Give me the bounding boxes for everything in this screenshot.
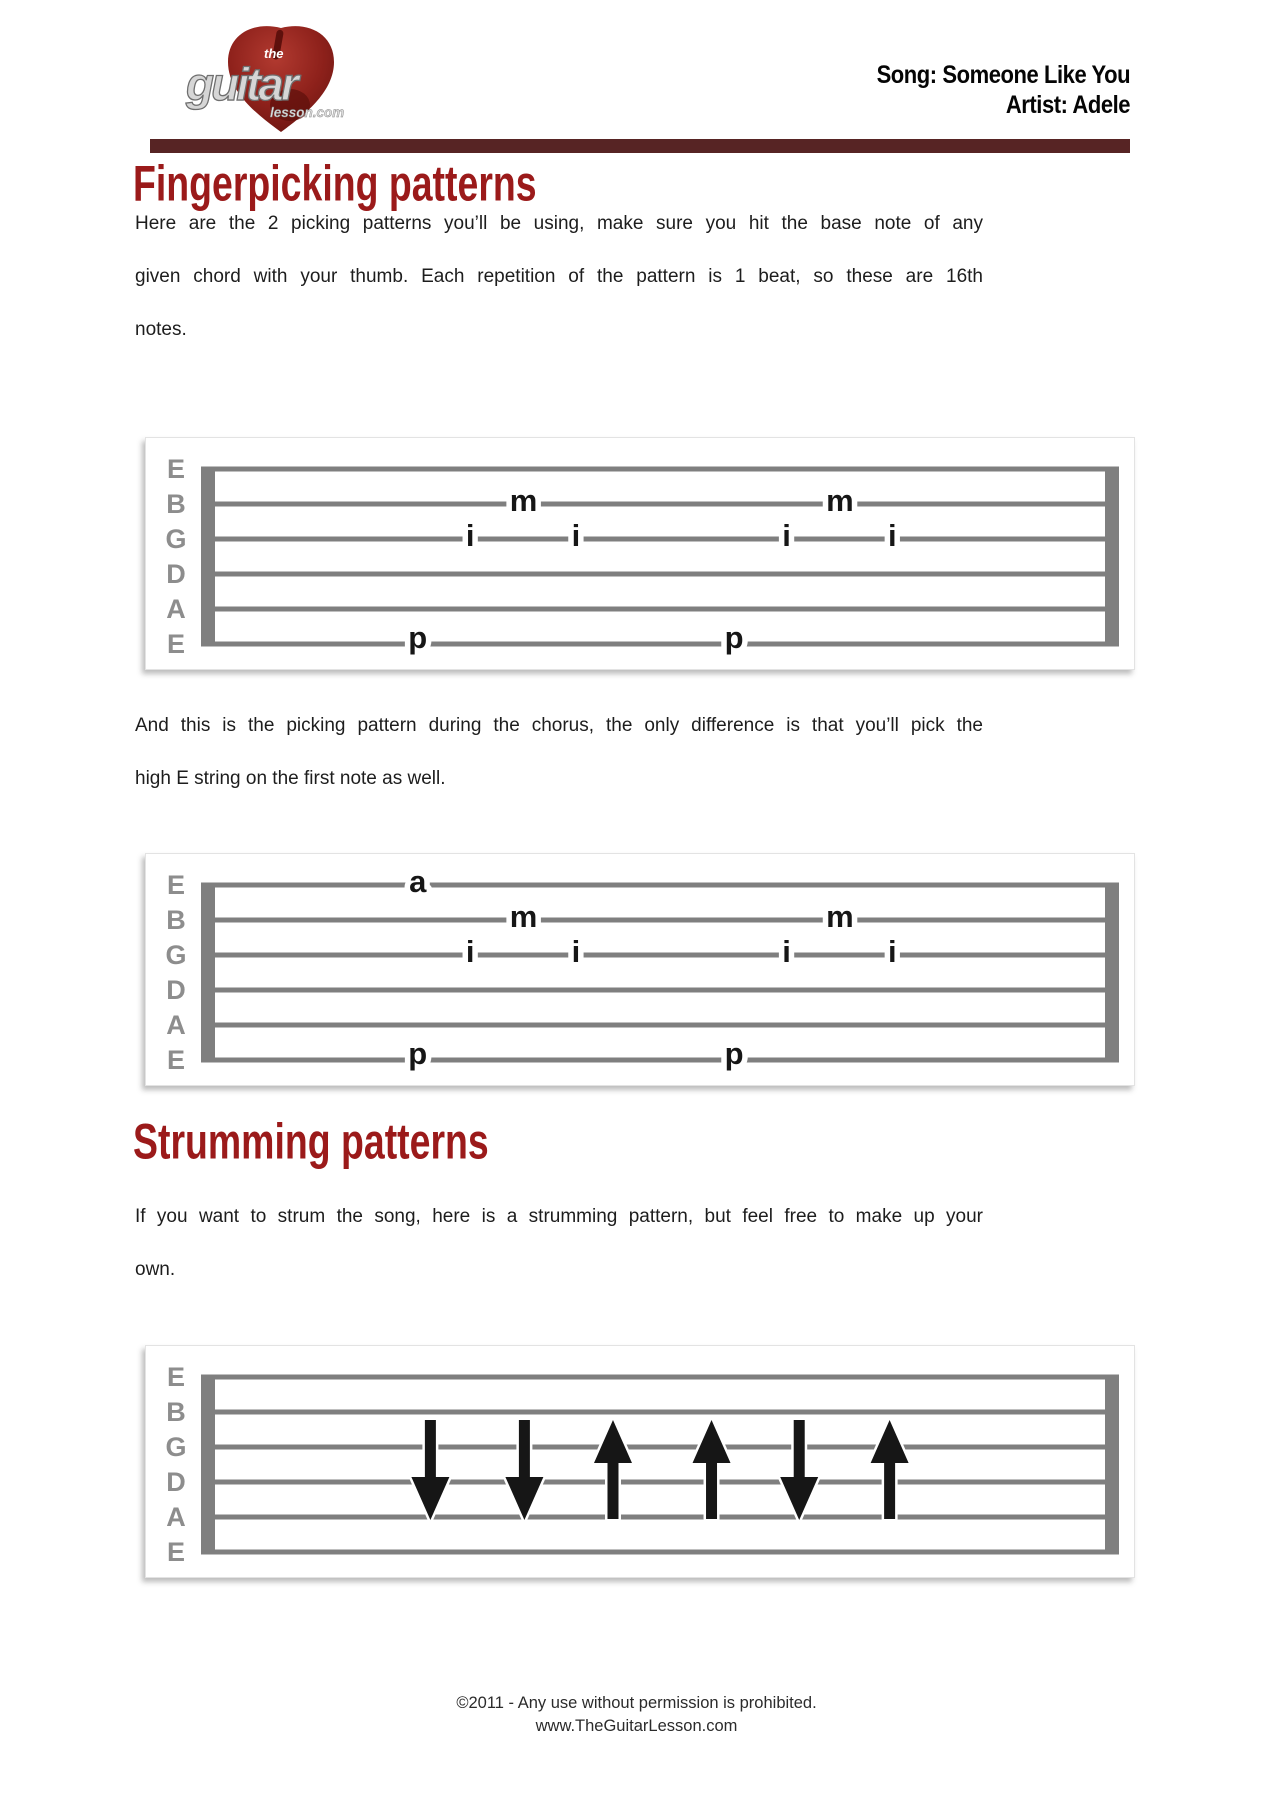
string-label: A	[166, 1010, 186, 1040]
string-label: B	[166, 1397, 186, 1427]
logo-text-guitar: guitar	[186, 58, 296, 110]
string-label: G	[165, 940, 187, 970]
tab-bar-line	[201, 467, 215, 647]
paragraph-line: high E string on the first note as well.	[135, 768, 446, 789]
string-label: E	[166, 629, 186, 659]
finger-note-label: i	[571, 934, 581, 969]
string-label: G	[165, 1432, 187, 1462]
tab-bar-line	[1105, 883, 1119, 1063]
tab-bar-line	[1105, 1375, 1119, 1555]
finger-note-label: i	[888, 518, 897, 553]
verse-picking-tab-diagram	[145, 437, 1135, 670]
string-label: G	[165, 524, 187, 554]
strumming-tab-diagram	[145, 1345, 1135, 1578]
finger-note-label: i	[465, 934, 475, 969]
finger-note-label: m	[509, 483, 538, 518]
string-label: D	[166, 975, 186, 1005]
paragraph-line: Here are the 2 picking patterns you’ll be using, make sure you hit the base note of any	[135, 213, 983, 234]
artist-name: Artist: Adele	[1005, 91, 1130, 119]
strum-down-arrow-icon	[780, 1420, 818, 1520]
string-label: A	[166, 594, 186, 624]
finger-note-label: i	[465, 518, 475, 553]
string-label: D	[166, 559, 186, 589]
finger-note-label: i	[571, 518, 581, 553]
string-label: E	[166, 1537, 186, 1567]
string-label: E	[166, 454, 186, 484]
paragraph-line: If you want to strum the song, here is a strumming pattern, but feel free to make up your	[135, 1206, 983, 1227]
footer-url: www.TheGuitarLesson.com	[535, 1717, 738, 1735]
strumming-intro-paragraph	[135, 1203, 983, 1309]
paragraph-line: notes.	[135, 319, 187, 340]
chorus-picking-tab-diagram	[145, 853, 1135, 1086]
paragraph-line: given chord with your thumb. Each repetition of the pattern is 1 beat, so these are 16th	[135, 266, 983, 287]
string-label: E	[166, 1362, 186, 1392]
strum-down-arrow-icon	[411, 1420, 449, 1520]
finger-note-label: p	[724, 1036, 744, 1071]
string-label: E	[166, 1045, 186, 1075]
paragraph-line: And this is the picking pattern during the chorus, the only difference is that you’ll pick the	[135, 715, 983, 736]
finger-note-label: m	[826, 483, 854, 518]
string-label: D	[166, 1467, 186, 1497]
footer-copyright: ©2011 - Any use without permission is prohibited.	[456, 1694, 817, 1712]
string-label: A	[166, 1502, 186, 1532]
logo-text-the: the	[264, 46, 284, 61]
string-label: B	[166, 905, 186, 935]
strum-up-arrow-icon	[871, 1420, 909, 1519]
site-logo	[178, 18, 383, 140]
strum-up-arrow-icon	[594, 1420, 632, 1519]
tab-bar-line	[201, 1375, 215, 1555]
finger-note-label: p	[408, 620, 428, 655]
string-label: E	[166, 870, 186, 900]
section-heading-fingerpicking: Fingerpicking patterns	[133, 156, 537, 212]
string-label: B	[166, 489, 186, 519]
paragraph-line: own.	[135, 1259, 176, 1280]
finger-note-label: m	[826, 899, 854, 934]
finger-note-label: m	[509, 899, 538, 934]
strum-down-arrow-icon	[505, 1420, 543, 1520]
song-title: Song: Someone Like You	[876, 61, 1130, 89]
guitar-pick-icon	[178, 18, 383, 140]
finger-note-label: i	[782, 934, 791, 969]
song-meta	[876, 60, 1130, 120]
finger-note-label: p	[408, 1036, 428, 1071]
page-footer	[0, 1692, 1273, 1738]
strum-up-arrow-icon	[693, 1420, 731, 1519]
finger-note-label: i	[888, 934, 897, 969]
tab-bar-line	[1105, 467, 1119, 647]
fingerpicking-intro-paragraph	[135, 210, 983, 369]
header-rule	[150, 139, 1130, 153]
section-heading-strumming: Strumming patterns	[133, 1114, 489, 1170]
logo-text-lesson: lesson.com	[270, 105, 345, 120]
finger-note-label: i	[782, 518, 791, 553]
finger-note-label: a	[409, 864, 427, 899]
finger-note-label: p	[724, 620, 744, 655]
chorus-picking-paragraph	[135, 712, 983, 818]
tab-bar-line	[201, 883, 215, 1063]
